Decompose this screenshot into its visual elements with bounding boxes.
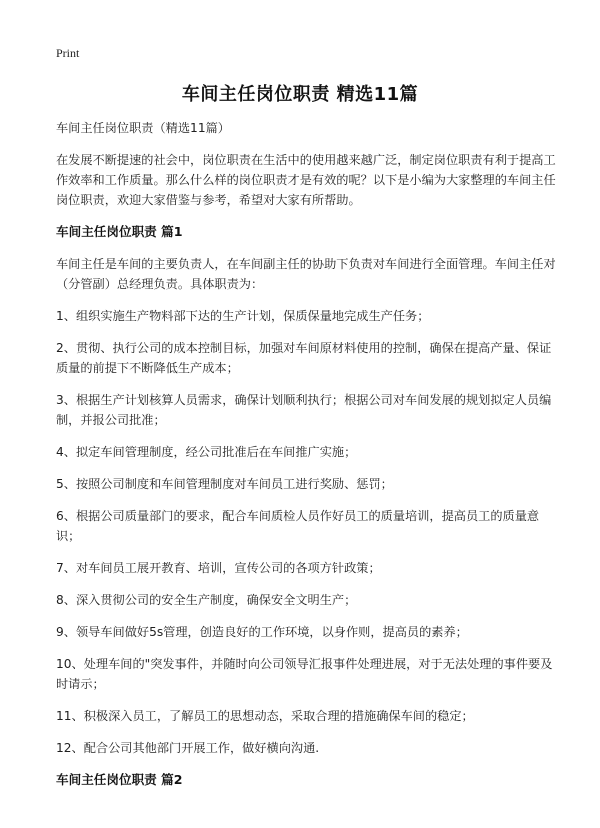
list-item: 8、深入贯彻公司的安全生产制度，确保安全文明生产；: [56, 593, 357, 607]
intro-paragraph: 在发展不断提速的社会中，岗位职责在生活中的使用越来越广泛，制定岗位职责有利于提高工作效率和工作质量。那么什么样的岗位职责才是有效的呢？以下是小编为大家整理的车间主任岗位职责，欢迎大家借鉴与参考，希望对大家有所帮助。: [56, 153, 556, 207]
section-heading-1: 车间主任岗位职责 篇1: [56, 224, 183, 239]
list-item: 1、组织实施生产物料部下达的生产计划，保质保量地完成生产任务；: [56, 309, 430, 323]
list-item: 7、对车间员工展开教育、培训，宣传公司的各项方针政策；: [56, 561, 381, 575]
list-item: 9、领导车间做好5s管理，创造良好的工作环境，以身作则，提高员的素养；: [56, 625, 468, 639]
article-body: [56, 118, 556, 802]
section-lead: 车间主任是车间的主要负责人，在车间副主任的协助下负责对车间进行全面管理。车间主任对（分管副）总经理负责。具体职责为：: [56, 257, 556, 291]
duty-list: [56, 306, 556, 758]
list-item: 5、按照公司制度和车间管理制度对车间员工进行奖励、惩罚；: [56, 477, 393, 491]
list-item: 10、处理车间的"突发事件，并随时向公司领导汇报事件处理进展，对于无法处理的事件要及时请示；: [56, 657, 553, 691]
print-link[interactable]: Print: [56, 46, 80, 60]
list-item: 6、根据公司质量部门的要求，配合车间质检人员作好员工的质量培训，提高员工的质量意识；: [56, 509, 540, 543]
list-item: 3、根据生产计划核算人员需求，确保计划顺利执行；根据公司对车间发展的规划拟定人员编制，并报公司批准；: [56, 393, 552, 427]
list-item: 4、拟定车间管理制度，经公司批准后在车间推广实施；: [56, 445, 357, 459]
section-heading-2: 车间主任岗位职责 篇2: [56, 772, 183, 787]
list-item: 2、贯彻、执行公司的成本控制目标，加强对车间原材料使用的控制，确保在提高产量、保证质量的前提下不断降低生产成本；: [56, 341, 552, 375]
list-item: 11、积极深入员工，了解员工的思想动态，采取合理的措施确保车间的稳定；: [56, 709, 474, 723]
list-item: 12、配合公司其他部门开展工作，做好横向沟通.: [56, 741, 320, 755]
page-title: 车间主任岗位职责 精选11篇: [181, 84, 419, 105]
subtitle: 车间主任岗位职责（精选11篇）: [56, 121, 230, 135]
